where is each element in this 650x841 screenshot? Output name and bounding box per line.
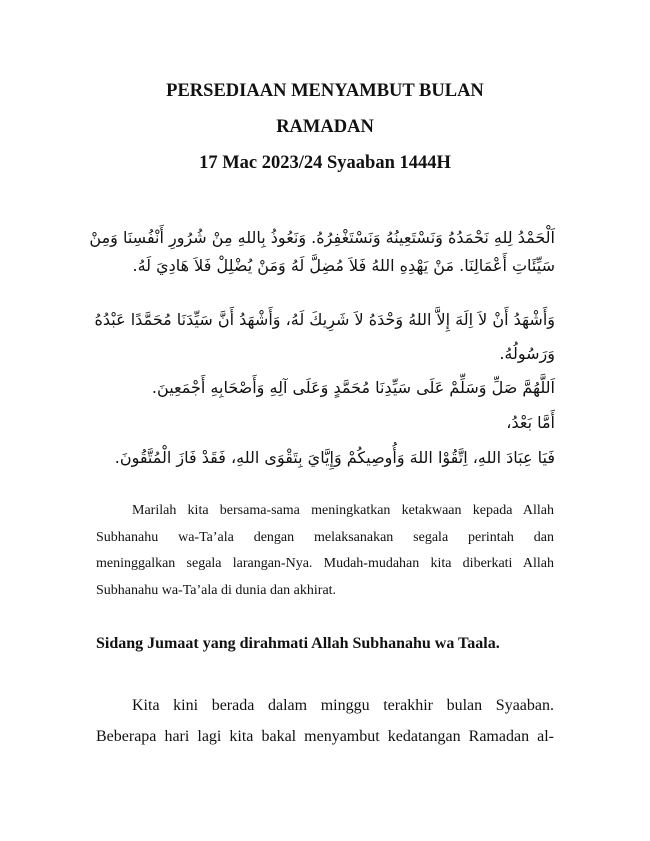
paragraph-2-line: Beberapa hari lagi kita bakal menyambut kedatangan Ramadan al- <box>96 728 554 745</box>
arabic-line-2: سَيِّئَاتِ أَعْمَالِنَا. مَنْ يَهْدِهِ اللهُ فَلاَ مُضِلَّ لَهُ وَمَنْ يُضْلِلْ فَلاَ هَادِيَ لَهُ. <box>132 256 555 275</box>
paragraph-1-line: meninggalkan segala larangan-Nya. Mudah-mudahan kita diberkati Allah <box>96 556 554 571</box>
arabic-line-3: وَأَشْهَدُ أَنْ لاَ اِلَهَ إِلاَّ اللهُ وَحْدَهُ لاَ شَرِيكَ لَهُ، وَأَشْهَدُ أَنَّ سَيِّدَنَا مُحَمَّدًا عَبْدُهُ <box>94 310 555 329</box>
arabic-line-7: فَيَا عِبَادَ اللهِ، اِتَّقُوْا اللهَ وَأُوصِيكُمْ وَإِيَّايَ بِتَقْوَى اللهِ، فَقَدْ فَازَ الْمُتَّقُونَ. <box>114 448 555 467</box>
title-line-1: PERSEDIAAN MENYAMBUT BULAN <box>166 81 484 101</box>
paragraph-2 <box>96 690 554 752</box>
paragraph-1-line: Subhanahu wa-Ta’ala di dunia dan akhirat. <box>96 582 337 598</box>
section-heading: Sidang Jumaat yang dirahmati Allah Subhanahu wa Taala. <box>96 635 500 652</box>
arabic-line-6: أَمَّا بَعْدُ، <box>506 413 555 432</box>
paragraph-2-line: Kita kini berada dalam minggu terakhir bulan Syaaban. <box>132 697 554 714</box>
arabic-line-1: اَلْحَمْدُ لِلهِ نَحْمَدُهُ وَنَسْتَعِينُهُ وَنَسْتَغْفِرُهُ. وَنَعُوذُ بِاللهِ مِنْ شُرُورِ أَنْفُسِنَا وَمِنْ <box>89 228 555 247</box>
arabic-line-5: اَللَّهُمَّ صَلِّ وَسَلِّمْ عَلَى سَيِّدِنَا مُحَمَّدٍ وَعَلَى آلِهِ وَأَصْحَابِهِ أَجْمَعِينَ. <box>151 378 555 397</box>
title-line-2: RAMADAN <box>276 117 374 137</box>
title-date: 17 Mac 2023/24 Syaaban 1444H <box>199 153 451 173</box>
paragraph-1-line: Marilah kita bersama-sama meningkatkan ketakwaan kepada Allah <box>132 503 554 518</box>
arabic-line-4: وَرَسُولُهُ. <box>499 344 555 363</box>
paragraph-1-line: Subhanahu wa-Ta’ala dengan melaksanakan segala perintah dan <box>96 529 554 545</box>
paragraph-1 <box>96 498 554 604</box>
